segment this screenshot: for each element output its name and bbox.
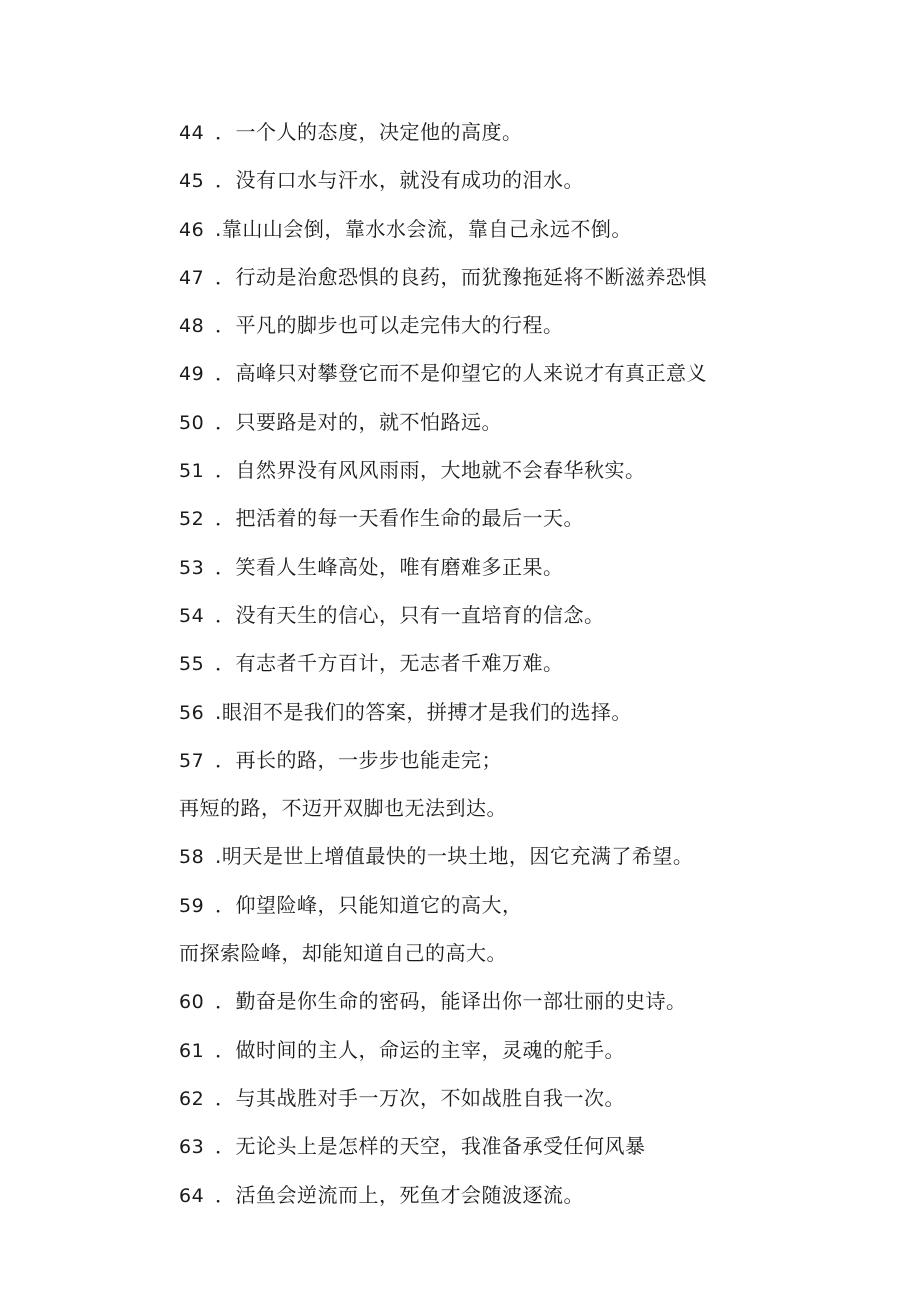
quote-line bbox=[179, 114, 879, 162]
quote-text: .靠山山会倒，靠水水会流，靠自己永远不倒。 bbox=[215, 216, 632, 241]
quote-line bbox=[179, 259, 879, 307]
quote-number: 50 bbox=[179, 411, 205, 434]
quote-text: ．没有口水与汗水，就没有成功的泪水。 bbox=[215, 168, 584, 193]
quote-line bbox=[179, 549, 879, 597]
quote-number: 52 bbox=[179, 508, 205, 531]
quote-line bbox=[179, 1128, 879, 1176]
quote-number: 48 bbox=[179, 315, 205, 338]
quote-number: 62 bbox=[179, 1087, 205, 1110]
quote-text: ．仰望险峰，只能知道它的高大， bbox=[215, 892, 523, 917]
quote-number: 64 bbox=[179, 1184, 205, 1207]
quote-list bbox=[179, 114, 879, 1225]
quote-text: ．没有天生的信心，只有一直培育的信念。 bbox=[215, 602, 605, 627]
quote-number: 49 bbox=[179, 363, 205, 386]
quote-text: 而探索险峰，却能知道自己的高大。 bbox=[179, 941, 507, 966]
quote-line bbox=[179, 694, 879, 742]
quote-line bbox=[179, 1177, 879, 1225]
quote-number: 58 bbox=[179, 846, 205, 869]
quote-number: 53 bbox=[179, 556, 205, 579]
quote-number: 54 bbox=[179, 604, 205, 627]
quote-number: 57 bbox=[179, 749, 205, 772]
quote-number: 59 bbox=[179, 894, 205, 917]
quote-text: ．做时间的主人，命运的主宰，灵魂的舵手。 bbox=[215, 1037, 625, 1062]
quote-line bbox=[179, 162, 879, 210]
quote-continuation-line bbox=[179, 935, 879, 983]
quote-number: 63 bbox=[179, 1136, 205, 1159]
quote-number: 45 bbox=[179, 170, 205, 193]
quote-line bbox=[179, 500, 879, 548]
quote-line bbox=[179, 307, 879, 355]
quote-continuation-line bbox=[179, 790, 879, 838]
quote-number: 46 bbox=[179, 218, 205, 241]
quote-number: 60 bbox=[179, 991, 205, 1014]
quote-number: 55 bbox=[179, 653, 205, 676]
quote-line bbox=[179, 404, 879, 452]
quote-line bbox=[179, 983, 879, 1031]
quote-text: ．自然界没有风风雨雨，大地就不会春华秋实。 bbox=[215, 458, 646, 483]
quote-line bbox=[179, 211, 879, 259]
quote-text: ．只要路是对的，就不怕路远。 bbox=[215, 409, 502, 434]
quote-text: ．行动是治愈恐惧的良药，而犹豫拖延将不断滋养恐惧 bbox=[215, 264, 707, 289]
quote-number: 56 bbox=[179, 701, 205, 724]
quote-line bbox=[179, 887, 879, 935]
quote-text: .眼泪不是我们的答案，拼搏才是我们的选择。 bbox=[215, 699, 632, 724]
quote-text: ．平凡的脚步也可以走完伟大的行程。 bbox=[215, 313, 564, 338]
quote-text: ．无论头上是怎样的天空，我准备承受任何风暴 bbox=[215, 1134, 646, 1159]
quote-line bbox=[179, 1080, 879, 1128]
quote-text: ．再长的路，一步步也能走完； bbox=[215, 747, 502, 772]
quote-line bbox=[179, 838, 879, 886]
quote-text: ．高峰只对攀登它而不是仰望它的人来说才有真正意义 bbox=[215, 361, 707, 386]
quote-line bbox=[179, 355, 879, 403]
quote-line bbox=[179, 452, 879, 500]
quote-text: ．一个人的态度，决定他的高度。 bbox=[215, 120, 523, 144]
quote-number: 44 bbox=[179, 122, 205, 144]
quote-number: 51 bbox=[179, 460, 205, 483]
quote-text: ．勤奋是你生命的密码，能译出你一部壮丽的史诗。 bbox=[215, 989, 687, 1014]
quote-line bbox=[179, 1032, 879, 1080]
quote-text: ．有志者千方百计，无志者千难万难。 bbox=[215, 651, 564, 676]
quote-text: ．把活着的每一天看作生命的最后一天。 bbox=[215, 506, 584, 531]
quote-line bbox=[179, 597, 879, 645]
quote-text: ．与其战胜对手一万次，不如战胜自我一次。 bbox=[215, 1085, 625, 1110]
quote-line bbox=[179, 645, 879, 693]
quote-number: 61 bbox=[179, 1039, 205, 1062]
quote-text: ．活鱼会逆流而上，死鱼才会随波逐流。 bbox=[215, 1182, 584, 1207]
quote-line bbox=[179, 742, 879, 790]
quote-text: .明天是世上增值最快的一块土地，因它充满了希望。 bbox=[215, 844, 694, 869]
quote-text: ．笑看人生峰高处，唯有磨难多正果。 bbox=[215, 554, 564, 579]
quote-number: 47 bbox=[179, 266, 205, 289]
quote-text: 再短的路，不迈开双脚也无法到达。 bbox=[179, 796, 507, 821]
